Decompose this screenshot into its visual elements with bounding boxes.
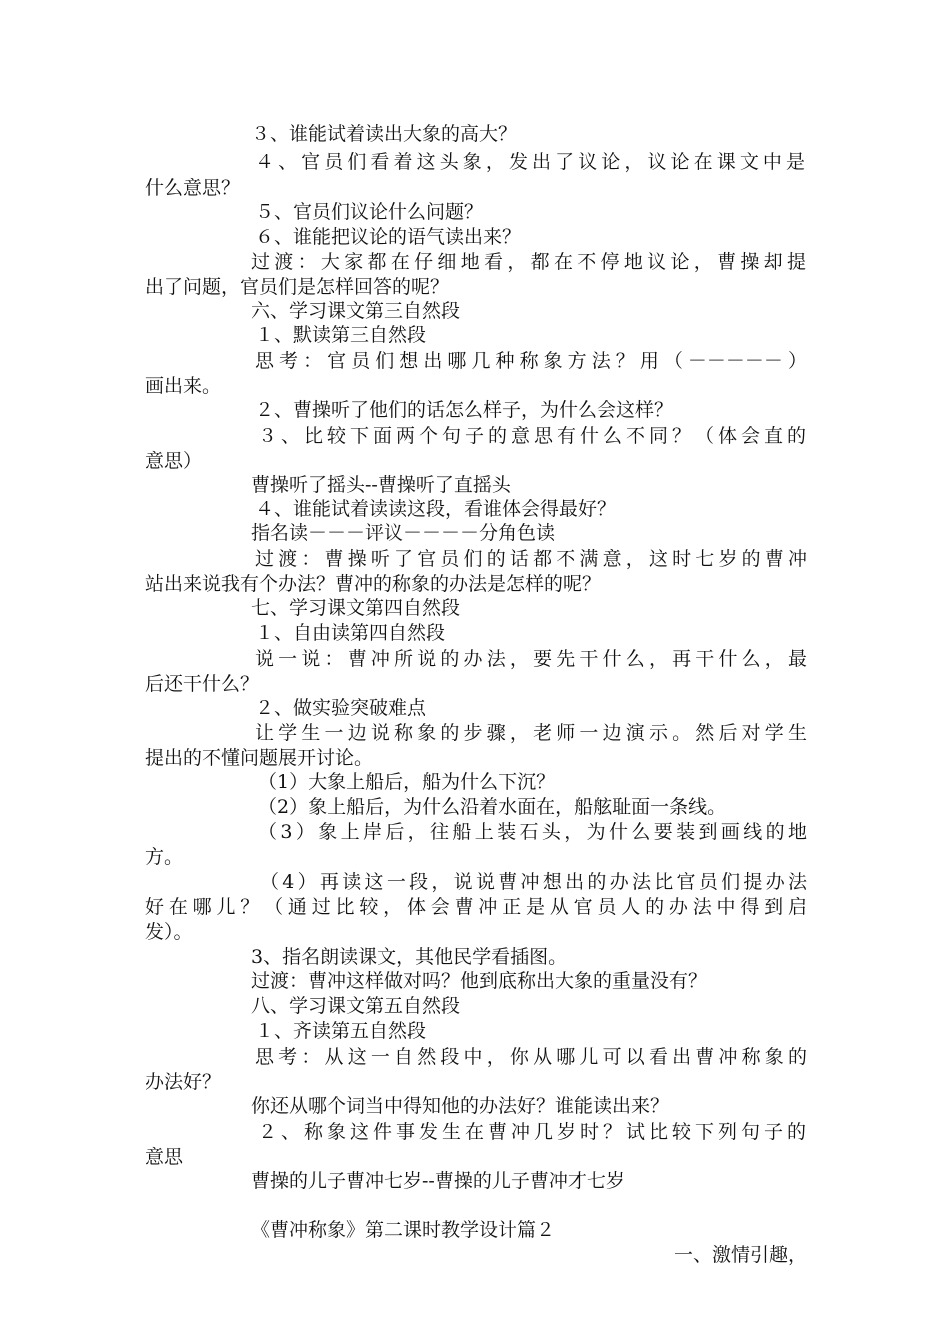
text-line: 3、指名朗读课文，其他民学看插图。 xyxy=(251,946,568,968)
text-line: 曹操听了摇头--曹操听了直摇头 xyxy=(251,474,511,496)
text-line: 好在哪儿？（通过比较，体会曹冲正是从官员人的办法中得到启 xyxy=(145,896,807,918)
text-line: （1）大象上船后，船为什么下沉？ xyxy=(258,771,556,793)
text-line: 意思 xyxy=(145,1146,184,1168)
text-line: 什么意思？ xyxy=(145,177,241,199)
text-line: １、自由读第四自然段 xyxy=(255,622,446,644)
text-line: 思考：从这一自然段中，你从哪儿可以看出曹冲称象的 xyxy=(255,1046,807,1068)
article-title: 《曹冲称象》第二课时教学设计篇２ xyxy=(251,1218,556,1241)
text-line: 后还干什么？ xyxy=(145,673,260,695)
text-line: ３、比较下面两个句子的意思有什么不同？（体会直的 xyxy=(258,425,806,447)
text-line: ６、谁能把议论的语气读出来？ xyxy=(255,226,522,248)
text-fragment: 一、激情引趣， xyxy=(673,1243,807,1266)
text-line: ２、称象这件事发生在曹冲几岁时？试比较下列句子的 xyxy=(258,1121,806,1143)
text-line: 发）。 xyxy=(145,921,193,943)
text-line: 你还从哪个词当中得知他的办法好？谁能读出来？ xyxy=(251,1095,670,1117)
text-line: （3）象上岸后，往船上装石头，为什么要装到画线的地 xyxy=(258,821,807,843)
text-line: ３、谁能试着读出大象的高大？ xyxy=(251,123,518,145)
text-line: 画出来。 xyxy=(145,375,222,397)
text-line: 过渡：曹操听了官员们的话都不满意，这时七岁的曹冲 xyxy=(255,548,807,570)
text-line: ５、官员们议论什么问题？ xyxy=(255,201,484,223)
section-heading: 七、学习课文第四自然段 xyxy=(251,597,461,619)
section-heading: 六、学习课文第三自然段 xyxy=(251,300,461,322)
text-line: 曹操的儿子曹冲七岁--曹操的儿子曹冲才七岁 xyxy=(251,1170,625,1192)
text-line: １、默读第三自然段 xyxy=(255,324,427,346)
text-line: ２、做实验突破难点 xyxy=(255,697,427,719)
text-line: 过渡：大家都在仔细地看，都在不停地议论，曹操却提 xyxy=(251,251,806,273)
text-line: 站出来说我有个办法？曹冲的称象的办法是怎样的呢？ xyxy=(145,573,602,595)
text-line: １、齐读第五自然段 xyxy=(255,1020,427,1042)
text-line: 说一说：曹冲所说的办法，要先干什么，再干什么，最 xyxy=(255,648,807,670)
text-line: ４、官员们看着这头象，发出了议论，议论在课文中是 xyxy=(255,151,805,173)
text-line xyxy=(251,1193,807,1292)
text-line: 方。 xyxy=(145,846,184,868)
text-line: 提出的不懂问题展开讨论。 xyxy=(145,747,374,769)
section-heading: 八、学习课文第五自然段 xyxy=(251,995,461,1017)
text-line: 意思） xyxy=(145,450,203,472)
text-line: 办法好？ xyxy=(145,1071,222,1093)
text-line: （4）再读这一段，说说曹冲想出的办法比官员们提办法 xyxy=(260,871,807,893)
text-line: 指名读－－－评议－－－－分角色读 xyxy=(251,522,556,544)
text-line: （2）象上船后，为什么沿着水面在，船舷耻面一条线。 xyxy=(258,796,727,818)
text-line: ４、谁能试着读读这段，看谁体会得最好？ xyxy=(255,498,617,520)
text-line: ２、曹操听了他们的话怎么样子，为什么会这样？ xyxy=(255,399,674,421)
text-line: 出了问题，官员们是怎样回答的呢？ xyxy=(145,276,450,298)
text-line: 过渡：曹冲这样做对吗？他到底称出大象的重量没有？ xyxy=(251,970,708,992)
text-line: 思考：官员们想出哪几种称象方法？用（－－－－－） xyxy=(255,350,807,372)
text-line: 让学生一边说称象的步骤，老师一边演示。然后对学生 xyxy=(255,722,807,744)
